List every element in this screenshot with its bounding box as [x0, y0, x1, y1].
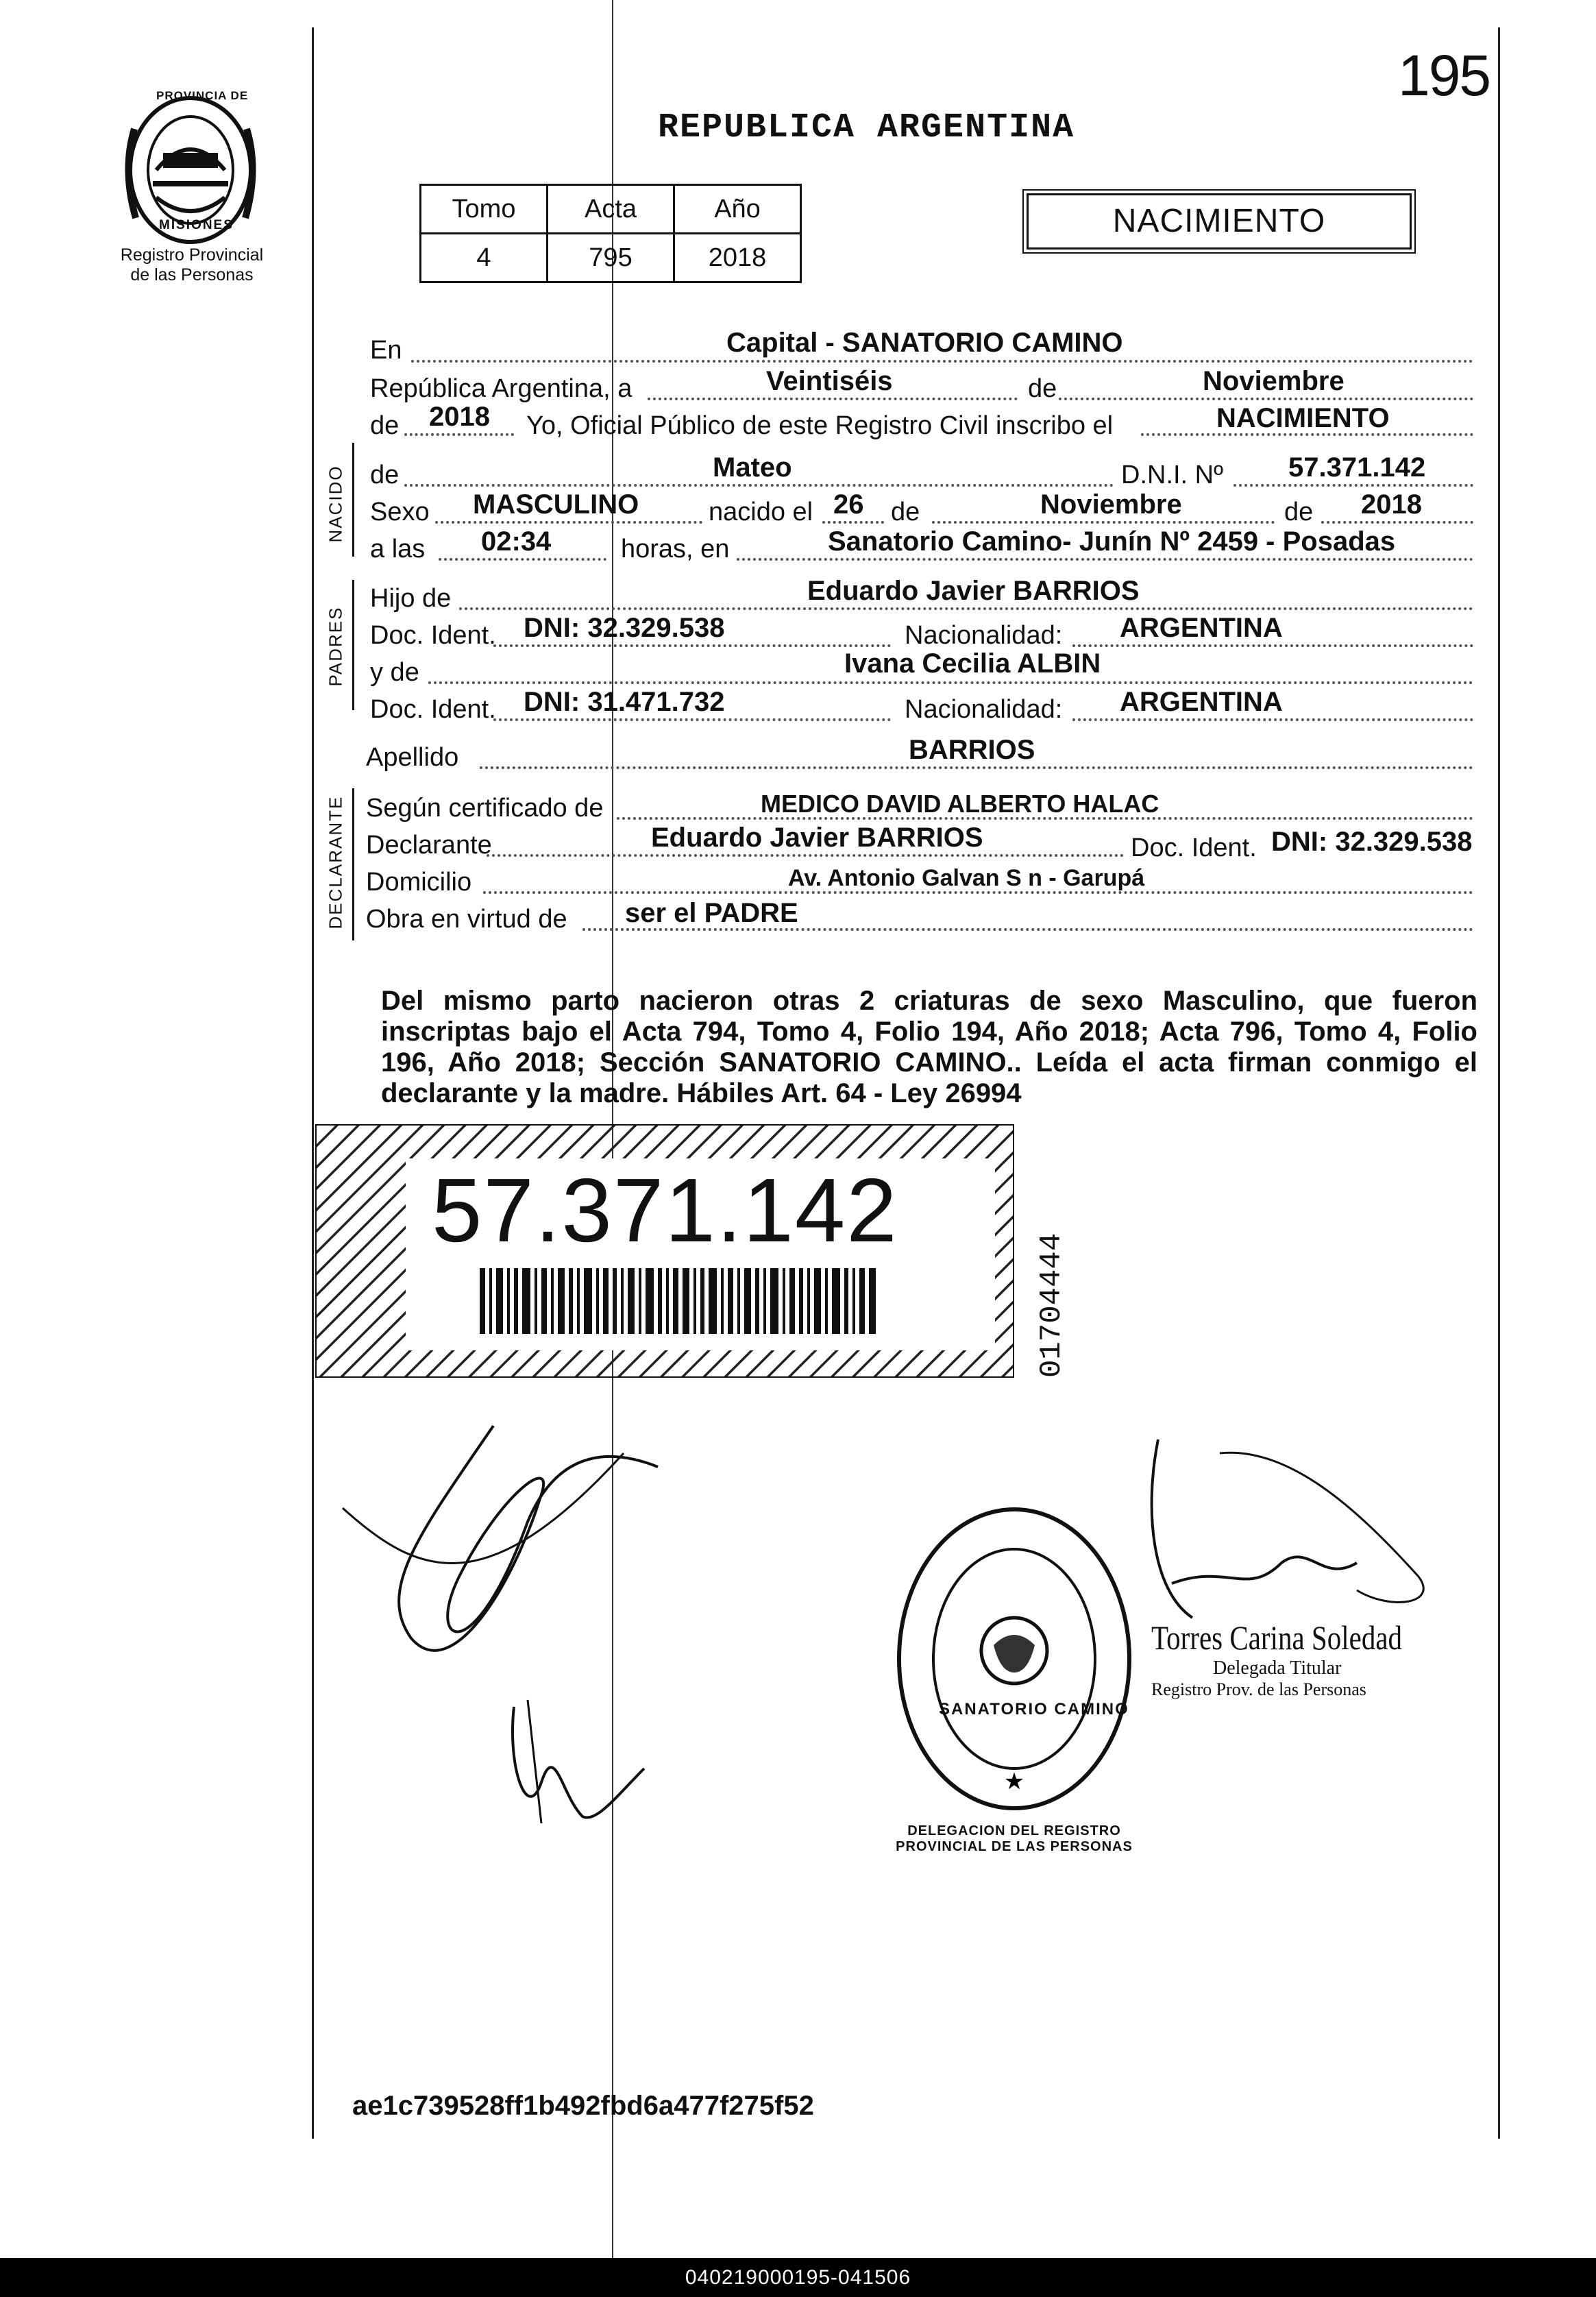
dni-card-number: 57.371.142 [432, 1160, 898, 1261]
official-role: Delegada Titular [1213, 1657, 1342, 1679]
padres-side-line [352, 580, 354, 710]
birth-year-dots [1321, 521, 1473, 524]
day-dots [648, 398, 1018, 400]
en-value: Capital - SANATORIO CAMINO [726, 328, 1123, 358]
apellido-value: BARRIOS [909, 735, 1035, 765]
doc1-dots [493, 644, 891, 647]
official-signature [1131, 1426, 1487, 1645]
nac2-label: Nacionalidad: [905, 695, 1063, 724]
page-number: 195 [1398, 43, 1490, 108]
father-dots [459, 607, 1473, 610]
acta-value: 795 [548, 234, 674, 282]
official-signature-block [1151, 1618, 1457, 1700]
nac2-dots [1072, 718, 1473, 721]
mother-nationality-value: ARGENTINA [1120, 687, 1283, 717]
doc1-label: Doc. Ident. [370, 621, 496, 650]
doc2-label: Doc. Ident. [370, 695, 496, 724]
registry-table [419, 184, 802, 283]
declarante-side-label: DECLARANTE [325, 795, 346, 929]
birth-note-paragraph: Del mismo parto nacieron otras 2 criaturas de sexo Masculino, que fueron inscriptas bajo el Acta 794, Tomo 4, Folio 194, Año 2018; Acta 796, Tomo 4, Folio 196, Año 2018; Sección SANATORIO CAMINO.. Leída el acta firman conmigo el declarante y la madre. Hábiles Art. 64 - Ley 26994 [381, 986, 1477, 1108]
en-dots [411, 360, 1473, 363]
name-dots [404, 484, 1114, 487]
month-dots [1059, 398, 1473, 400]
birth-month-value: Noviembre [1040, 489, 1182, 520]
dni-dots [1233, 484, 1473, 487]
mother-dots [428, 681, 1473, 684]
official-office: Registro Prov. de las Personas [1151, 1679, 1366, 1699]
sexo-value: MASCULINO [473, 489, 639, 520]
official-stamp [891, 1501, 1138, 1816]
mother-doc-value: DNI: 31.471.732 [524, 687, 725, 717]
mother-name-value: Ivana Cecilia ALBIN [844, 648, 1101, 679]
document-hash: ae1c739528ff1b492fbd6a477f275f52 [352, 2091, 814, 2121]
cert-value: MEDICO DAVID ALBERTO HALAC [761, 790, 1159, 818]
declarante-side-line [352, 788, 354, 940]
birth-place-value: Sanatorio Camino- Junín Nº 2459 - Posadas [828, 526, 1396, 557]
logo-top-text: PROVINCIA DE [156, 89, 249, 102]
ano-value: 2018 [674, 234, 801, 282]
horas-label: horas, en [621, 535, 730, 563]
obra-value: ser el PADRE [625, 898, 798, 928]
hijo-de-label: Hijo de [370, 584, 452, 613]
year-dots [404, 433, 514, 436]
intro-month-value: Noviembre [1203, 366, 1345, 396]
tomo-value: 4 [421, 234, 548, 282]
father-name-value: Eduardo Javier BARRIOS [807, 576, 1140, 606]
yo-text: Yo, Oficial Público de este Registro Civil inscribo el [526, 411, 1114, 440]
intro-de-year-label: de [370, 411, 400, 440]
nacido-de-label: de [370, 461, 400, 489]
a-las-label: a las [370, 535, 426, 563]
place-dots [737, 558, 1473, 561]
declarante-doc-value: DNI: 32.329.538 [1271, 827, 1473, 857]
nac1-dots [1072, 644, 1473, 647]
birth-day-dots [822, 521, 884, 524]
logo-caption-line1: Registro Provincial [120, 245, 264, 265]
father-doc-value: DNI: 32.329.538 [524, 613, 725, 643]
registry-header-row [421, 185, 801, 234]
intro-year-value: 2018 [429, 402, 490, 432]
birth-day-value: 26 [833, 489, 864, 520]
nacido-de-label2: de [891, 498, 920, 526]
tomo-header: Tomo [421, 185, 548, 234]
decl-doc-label: Doc. Ident. [1131, 834, 1257, 862]
stamp-outer-text: DELEGACION DEL REGISTRO PROVINCIAL DE LAS PERSONAS [896, 1823, 1133, 1854]
sexo-label: Sexo [370, 498, 430, 526]
decl-dots [487, 854, 1124, 857]
logo-caption [96, 245, 288, 285]
barcode-icon [480, 1268, 877, 1334]
left-margin-line [312, 27, 314, 2139]
apellido-label: Apellido [366, 743, 459, 772]
dni-label: D.N.I. Nº [1121, 461, 1223, 489]
nacido-de-label3: de [1284, 498, 1314, 526]
right-margin-line [1498, 27, 1500, 2139]
time-dots [439, 558, 606, 561]
doc2-dots [493, 718, 891, 721]
declarante-name-value: Eduardo Javier BARRIOS [651, 823, 983, 853]
nacido-side-label: NACIDO [325, 465, 346, 543]
declarant-signature [336, 1412, 692, 1837]
logo-bottom-text: MISIONES [159, 218, 234, 232]
footer-barcode-strip: 040219000195-041506 [0, 2258, 1596, 2297]
domicilio-label: Domicilio [366, 868, 472, 897]
obra-label: Obra en virtud de [366, 905, 567, 934]
nacido-side-line [352, 443, 354, 557]
father-nationality-value: ARGENTINA [1120, 613, 1283, 643]
nacido-el-label: nacido el [709, 498, 813, 526]
child-dni-value: 57.371.142 [1288, 452, 1426, 483]
record-type-box: NACIMIENTO [1027, 193, 1412, 250]
acta-header: Acta [548, 185, 674, 234]
dni-serial-number: 01704444 [1035, 1232, 1069, 1378]
padres-side-label: PADRES [325, 606, 346, 687]
birth-year-value: 2018 [1361, 489, 1422, 520]
intro-record-value: NACIMIENTO [1216, 403, 1390, 433]
ano-header: Año [674, 185, 801, 234]
domicilio-value: Av. Antonio Galvan S n - Garupá [788, 865, 1145, 891]
intro-day-value: Veintiséis [766, 366, 893, 396]
sexo-dots [435, 521, 702, 524]
nac1-label: Nacionalidad: [905, 621, 1063, 650]
cert-label: Según certificado de [366, 794, 604, 823]
apellido-dots [480, 766, 1473, 769]
republica-label: República Argentina, a [370, 374, 633, 403]
stamp-inner-text: SANATORIO CAMINO [939, 1700, 1129, 1718]
registry-value-row [421, 234, 801, 282]
en-label: En [370, 336, 402, 365]
birth-time-value: 02:34 [481, 526, 552, 557]
birth-month-dots [932, 521, 1275, 524]
intro-de-label: de [1028, 374, 1057, 403]
svg-text:★: ★ [1003, 1769, 1025, 1795]
decl-label: Declarante [366, 831, 492, 860]
logo-caption-line2: de las Personas [130, 265, 254, 284]
y-de-label: y de [370, 658, 419, 687]
official-name: Torres Carina Soledad [1151, 1618, 1403, 1657]
country-title: REPUBLICA ARGENTINA [658, 108, 1075, 147]
child-name-value: Mateo [713, 452, 792, 483]
